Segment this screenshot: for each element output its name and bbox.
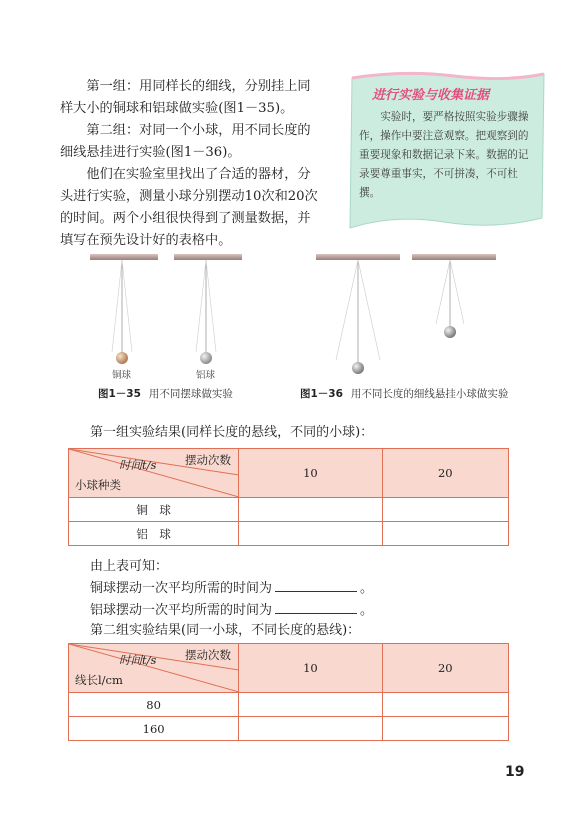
table-header-row (69, 644, 509, 693)
period: 。 (360, 581, 374, 596)
page-number: 19 (505, 764, 525, 780)
intro-text (60, 76, 322, 252)
callout-body (359, 108, 539, 203)
data-cell (382, 717, 508, 741)
callout-title: 进行实验与收集证据 (372, 88, 490, 103)
row-label-80: 80 (69, 693, 239, 717)
corner-label-time: 时间t/s (119, 653, 157, 667)
data-cell (382, 498, 508, 522)
data-cell (239, 717, 382, 741)
callout-box (344, 68, 548, 238)
pendulum-illustration-different-lengths (310, 250, 520, 385)
figure-1-36 (310, 250, 520, 385)
corner-label-swings: 摆动次数 (185, 648, 231, 662)
figure-1-35 (88, 250, 268, 385)
table-header-col-20: 20 (382, 644, 508, 693)
table-row (69, 522, 509, 546)
data-cell (382, 522, 508, 546)
table-header-row (69, 449, 509, 498)
caption-figure-1-35 (98, 386, 233, 401)
table2-title: 第二组实验结果(同一小球，不同长度的悬线)： (90, 623, 361, 638)
data-cell (239, 522, 382, 546)
table-header-col-10: 10 (239, 644, 382, 693)
row-label-160: 160 (69, 717, 239, 741)
row-label-aluminum: 铝 球 (69, 522, 239, 546)
answer-blank-copper[interactable] (275, 578, 357, 592)
caption-number: 图1－36 (300, 388, 343, 400)
table-group1-results (68, 448, 509, 546)
table-header-col-20: 20 (382, 449, 508, 498)
data-cell (239, 498, 382, 522)
table-group2-results (68, 643, 509, 741)
table-row (69, 498, 509, 522)
conclusion-lead: 由上表可知： (90, 559, 169, 574)
corner-label-time: 时间t/s (119, 458, 157, 472)
table-row (69, 717, 509, 741)
corner-label-length: 线长l/cm (75, 673, 123, 687)
answer-blank-aluminum[interactable] (275, 600, 357, 614)
caption-number: 图1－35 (98, 388, 141, 400)
pendulum-illustration-different-balls (88, 250, 268, 385)
intro-paragraph-1: 第一组：用同样长的细线，分别挂上同样大小的铜球和铝球做实验(图1－35)。 (60, 79, 311, 116)
conclusion-copper-text: 铜球摆动一次平均所需的时间为 (90, 581, 273, 596)
label-copper-ball: 铜球 (112, 370, 132, 381)
table1-title: 第一组实验结果(同样长度的悬线，不同的小球)： (90, 425, 374, 440)
caption-text: 用不同长度的细线悬挂小球做实验 (350, 388, 509, 400)
data-cell (382, 693, 508, 717)
table-row (69, 693, 509, 717)
intro-paragraph-2: 第二组：对同一个小球，用不同长度的细线悬挂进行实验(图1－36)。 (60, 123, 311, 160)
table-corner-cell (69, 644, 239, 693)
conclusion-aluminum (90, 599, 373, 618)
corner-label-ball-type: 小球种类 (75, 478, 121, 492)
period: 。 (360, 603, 374, 618)
caption-figure-1-36 (300, 386, 508, 401)
table-corner-cell (69, 449, 239, 498)
callout-body-text: 实验时，要严格按照实验步骤操作，操作中要注意观察。把观察到的重要现象和数据记录下来。数据的记录要尊重事实，不可拼凑，不可杜撰。 (359, 111, 529, 199)
caption-text: 用不同摆球做实验 (148, 388, 233, 400)
conclusion-aluminum-text: 铝球摆动一次平均所需的时间为 (90, 603, 273, 618)
corner-label-swings: 摆动次数 (185, 453, 231, 467)
table-header-col-10: 10 (239, 449, 382, 498)
conclusion-copper (90, 577, 373, 596)
intro-paragraph-3: 他们在实验室里找出了合适的器材，分头进行实验，测量小球分别摆动10次和20次的时间。两个小组很快得到了测量数据，并填写在预先设计好的表格中。 (60, 167, 318, 248)
row-label-copper: 铜 球 (69, 498, 239, 522)
data-cell (239, 693, 382, 717)
label-aluminum-ball: 铝球 (196, 370, 216, 381)
